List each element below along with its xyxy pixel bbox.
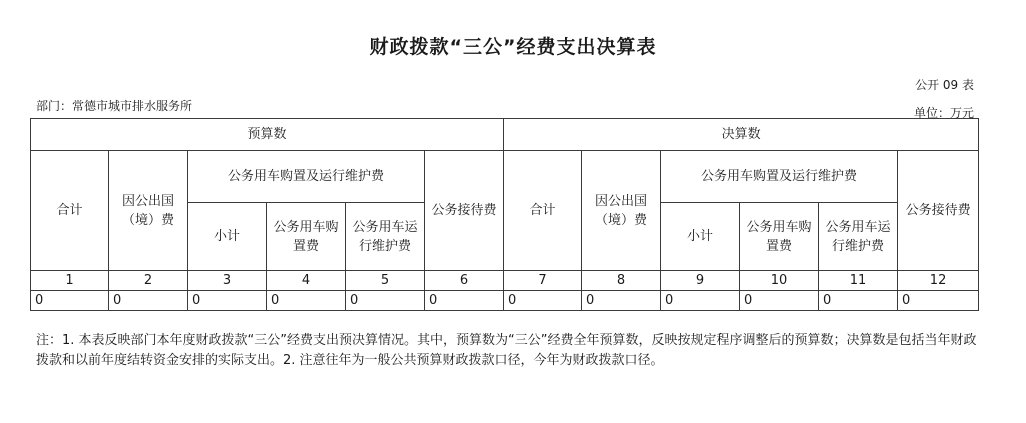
- column-number: 5: [346, 271, 425, 291]
- column-number: 1: [31, 271, 109, 291]
- final-subtotal-header: 小计: [661, 203, 740, 271]
- column-number: 12: [898, 271, 979, 291]
- final-total-header: 合计: [504, 151, 582, 271]
- value-cell: 0: [188, 291, 267, 311]
- group-header-row: [31, 119, 979, 151]
- column-number: 9: [661, 271, 740, 291]
- budget-reception-header: 公务接待费: [425, 151, 504, 271]
- value-cell: 0: [740, 291, 819, 311]
- budget-abroad-header: 因公出国（境）费: [109, 151, 188, 271]
- budget-group-header: 预算数: [31, 119, 504, 151]
- value-cell: 0: [819, 291, 898, 311]
- final-vehicle-group-header: 公务用车购置及运行维护费: [661, 151, 898, 203]
- column-number: 8: [582, 271, 661, 291]
- column-number: 11: [819, 271, 898, 291]
- final-vehicle-operation-header: 公务用车运行维护费: [819, 203, 898, 271]
- unit-label: 单位：万元: [913, 106, 974, 120]
- value-cell: 0: [109, 291, 188, 311]
- column-number-row: [31, 271, 979, 291]
- value-row: [31, 291, 979, 311]
- department-label: 部门：常德市城市排水服务所: [36, 99, 193, 113]
- value-cell: 0: [267, 291, 346, 311]
- value-cell: 0: [898, 291, 979, 311]
- value-cell: 0: [346, 291, 425, 311]
- table-note: 注：1. 本表反映部门本年度财政拨款“三公”经费支出预决算情况。其中，预算数为“三公”经费全年预算数，反映按规定程序调整后的预算数；决算数是包括当年财政拨款和以前年度结转资金安排的实际支出。2. 注意往年为一般公共预算财政拨款口径，今年为财政拨款口径。: [36, 333, 977, 368]
- column-number: 4: [267, 271, 346, 291]
- column-number: 10: [740, 271, 819, 291]
- value-cell: 0: [425, 291, 504, 311]
- final-abroad-header: 因公出国（境）费: [582, 151, 661, 271]
- final-vehicle-purchase-header: 公务用车购置费: [740, 203, 819, 271]
- three-public-expenses-table: [30, 118, 979, 311]
- value-cell: 0: [661, 291, 740, 311]
- header-row: [31, 151, 979, 203]
- page-title: 财政拨款“三公”经费支出决算表: [369, 36, 657, 58]
- column-number: 3: [188, 271, 267, 291]
- budget-vehicle-purchase-header: 公务用车购置费: [267, 203, 346, 271]
- column-number: 2: [109, 271, 188, 291]
- value-cell: 0: [31, 291, 109, 311]
- column-number: 7: [504, 271, 582, 291]
- final-group-header: 决算数: [504, 119, 979, 151]
- budget-vehicle-group-header: 公务用车购置及运行维护费: [188, 151, 425, 203]
- budget-total-header: 合计: [31, 151, 109, 271]
- budget-subtotal-header: 小计: [188, 203, 267, 271]
- column-number: 6: [425, 271, 504, 291]
- form-number: 公开 09 表: [915, 78, 974, 92]
- final-reception-header: 公务接待费: [898, 151, 979, 271]
- value-cell: 0: [582, 291, 661, 311]
- budget-vehicle-operation-header: 公务用车运行维护费: [346, 203, 425, 271]
- value-cell: 0: [504, 291, 582, 311]
